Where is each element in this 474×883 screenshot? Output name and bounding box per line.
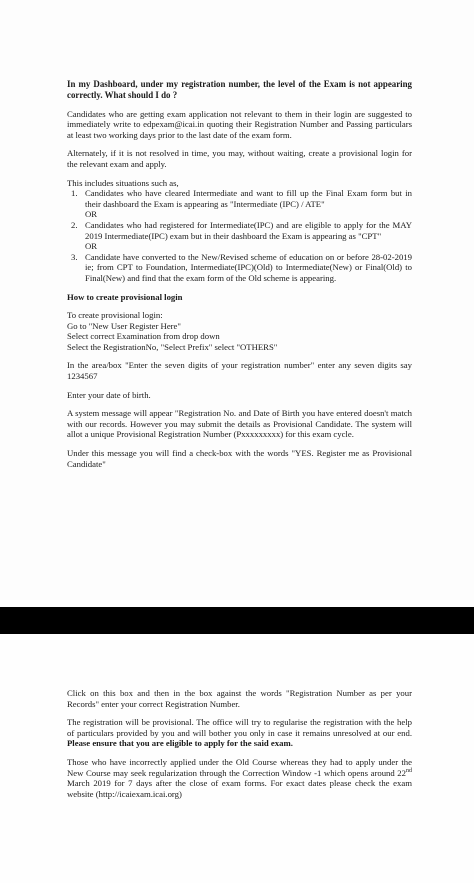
- document-page-2: [0, 634, 474, 883]
- old-course-text-1: Those who have incorrectly applied under the Old Course whereas they had to apply under the New Course may seek regularization through the Correction Window -1 which opens around 22: [67, 756, 412, 778]
- eligibility-warning: Please ensure that you are eligible to apply for the said exam.: [67, 738, 293, 749]
- paragraph-write-to-edpexam: Candidates who are getting exam application not relevant to them in their login are suggested to immediately write to edpexam@icai.in quoting their Registration Number and Passing particulars at least two working days prior to the last date of the exam form.: [67, 108, 412, 140]
- step-line: Select the RegistrationNo, "Select Prefix" select "OTHERS": [67, 341, 278, 352]
- or-separator: [67, 241, 412, 252]
- page-separator-bar: [0, 607, 474, 634]
- ordinal-suffix: nd: [406, 767, 412, 774]
- how-to-heading: How to create provisional login: [67, 291, 183, 302]
- paragraph-date-of-birth: Enter your date of birth.: [67, 389, 151, 400]
- paragraph-alternately: Alternately, if it is not resolved in time, you may, without waiting, create a provisional login for the relevant exam and apply.: [67, 148, 412, 169]
- old-course-text-2: March 2019 for 7 days after the close of exam forms. For exact dates please check the exam website (http://icaiexam.icai.org): [67, 778, 412, 799]
- list-item-text: Candidates who have cleared Intermediate and want to fill up the Final Exam form but in their dashboard the Exam is appearing as "Intermediate (IPC) / ATE": [85, 188, 412, 209]
- provisional-text: The registration will be provisional. The office will try to regularise the registration with the help of particulars provided by you and will bother you only in case it remains unresolved at our end.: [67, 717, 412, 738]
- list-item-number: 2.: [71, 219, 78, 230]
- paragraph-provisional: [67, 717, 412, 749]
- paragraph-check-box: Under this message you will find a check-box with the words "YES. Register me as Provisional Candidate": [67, 448, 412, 469]
- situations-list: [67, 188, 412, 283]
- paragraph-click-box: Click on this box and then in the box against the words "Registration Number as per your Records" enter your correct Registration Number.: [67, 688, 412, 709]
- step-line: Go to "New User Register Here": [67, 320, 181, 331]
- list-item-text: Candidates who had registered for Intermediate(IPC) and are eligible to apply for the MAY 2019 Intermediate(IPC) exam but in their dashboard the Exam is appearing as "CPT": [85, 219, 412, 241]
- list-item: [67, 252, 412, 284]
- step-line: To create provisional login:: [67, 310, 163, 321]
- page-1-content: [67, 79, 412, 469]
- faq-question-heading: In my Dashboard, under my registration number, the level of the Exam is not appearing correctly. What should I do ?: [67, 79, 412, 100]
- list-item: [67, 188, 412, 209]
- or-label: OR: [85, 209, 98, 220]
- paragraph-area-box: In the area/box "Enter the seven digits of your registration number" enter any seven digits say 1234567: [67, 360, 412, 382]
- page-2-content: [67, 688, 412, 799]
- paragraph-old-course: [67, 757, 412, 799]
- paragraph-system-message: A system message will appear "Registration No. and Date of Birth you have entered doesn't match with our records. However you may submit the details as Provisional Candidate. The system will allot a unique Provisional Registration Number (Pxxxxxxxxx) for this exam cycle.: [67, 408, 412, 440]
- list-item-number: 3.: [71, 251, 78, 262]
- or-label: OR: [85, 241, 98, 252]
- paragraph-situations-intro: This includes situations such as,: [67, 177, 179, 188]
- list-item-text: Candidate have converted to the New/Revised scheme of education on or before 28-02-2019 ie; from CPT to Foundation, Intermediate(IPC)(Old) to Intermediate(New) or Final(Old) to Final(New) and find that the exam form of the Old scheme is appearing.: [85, 251, 412, 283]
- or-separator: [67, 209, 412, 220]
- list-item: [67, 220, 412, 241]
- list-item-number: 1.: [71, 188, 78, 199]
- step-line: Select correct Examination from drop down: [67, 331, 220, 342]
